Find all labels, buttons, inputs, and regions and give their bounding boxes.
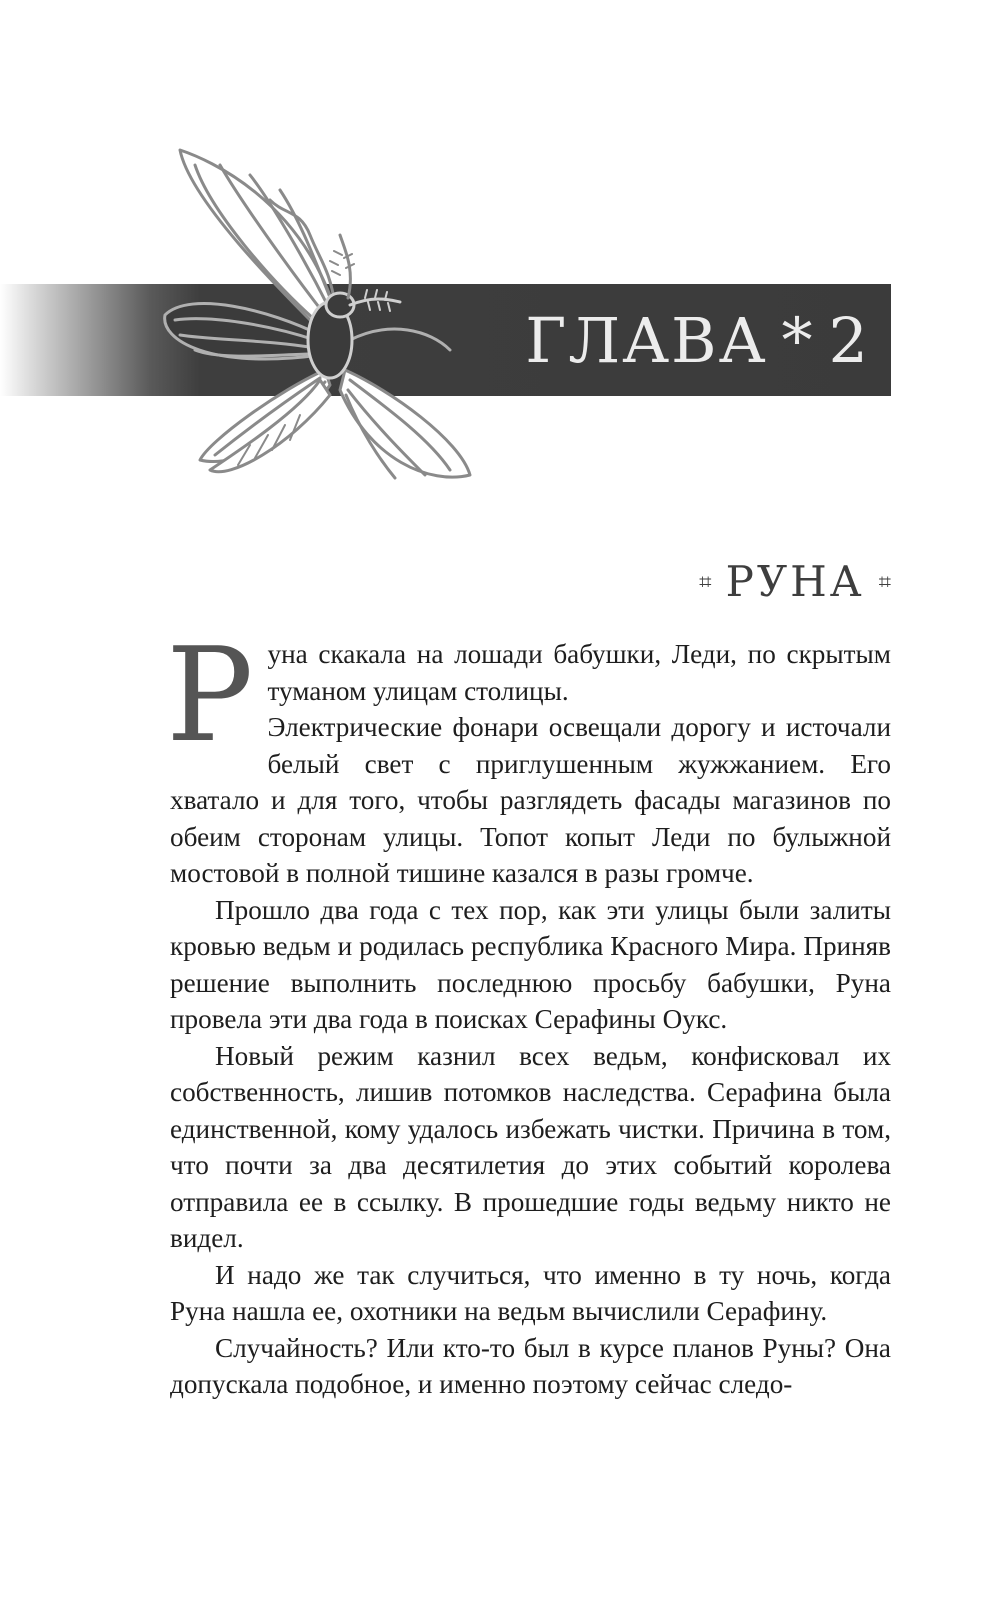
paragraph: Прошло два года с тех пор, как эти улицы были залиты кровью ведьм и родилась республика Красного Мира. Приняв решение выполнить последнюю просьбу бабушки, Руна провела эти два года в поисках Серафины Оукс. [170, 894, 891, 1034]
chapter-label: ГЛАВА [525, 303, 768, 377]
paragraph: Случайность? Или кто-то был в курсе планов Руны? Она допускала подобное, и именно поэтому сейчас следо- [170, 1332, 891, 1399]
chapter-ornament: * [781, 303, 815, 377]
chapter-title [500, 284, 870, 396]
drop-cap: Р [166, 619, 254, 771]
paragraph [166, 619, 891, 892]
hash-ornament-icon: ⌗ [878, 569, 891, 595]
hash-ornament-icon: ⌗ [699, 569, 712, 595]
paragraph: Новый режим казнил всех ведьм, конфисковал их собственность, лишив потомков наследства. Серафина была единственной, кому удалось избежать чистки. Причина в том, что почти за два десятилетия до этих событий королева отправила ее в ссылку. В прошедшие годы ведьму никто не видел. [170, 1040, 891, 1253]
paragraph-text: уна скакала на лошади бабушки, Леди, по скрытым туманом улицам столицы. Электрические фонари освещали дорогу и источали белый свет с приглушенным жужжанием. Его хватало и для того, чтобы разглядеть фасады магазинов по обеим сторонам улицы. Топот копыт Леди по булыжной мостовой в полной тишине казался в разы громче. [170, 639, 891, 888]
section-title: РУНА [725, 557, 865, 606]
moth-icon [150, 140, 510, 520]
paragraph: И надо же так случиться, что именно в ту ночь, когда Руна нашла ее, охотники на ведьм вычислили Серафину. [170, 1259, 891, 1326]
chapter-number: 2 [828, 303, 870, 377]
section-heading [699, 556, 891, 608]
chapter-body [166, 619, 891, 1403]
